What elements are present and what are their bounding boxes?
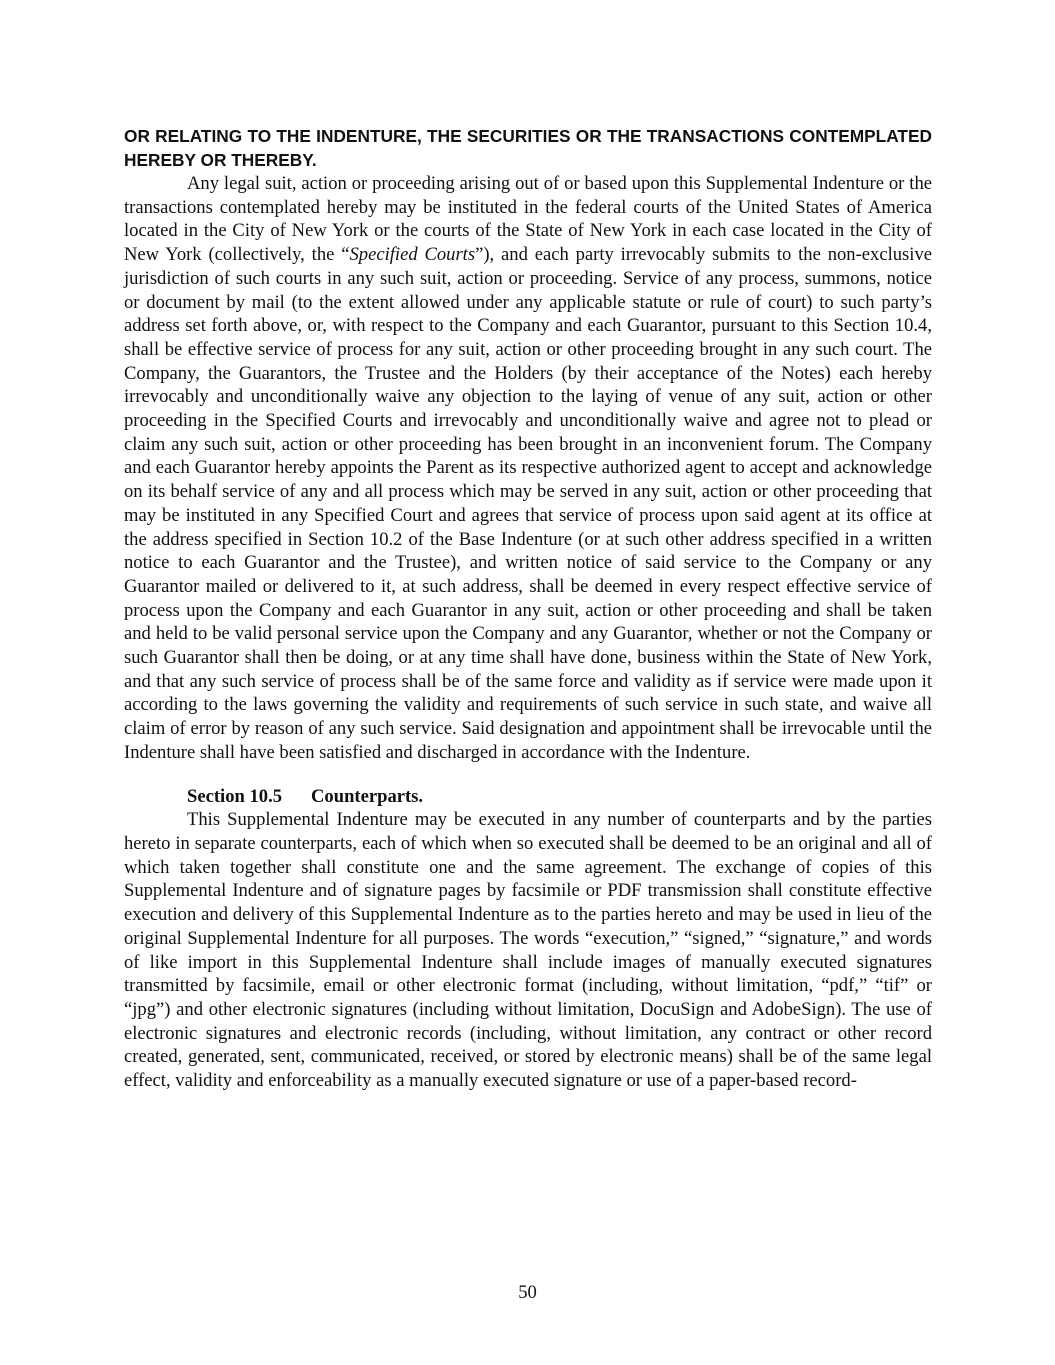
jurisdiction-text-part2: ”), and each party irrevocably submits to the non-exclusive jurisdiction of such courts in any such suit, action or proceeding. Service of any process, summons, notice or document by mail (to the extent allowed under any applicable statute or rule of court) to such party’s address set forth above, or, with respect to the Company and each Guarantor, pursuant to this Section 10.4, shall be effective service of process for any suit, action or other proceeding brought in any such court. The Company, the Guarantors, the Trustee and the Holders (by their acceptance of the Notes) each hereby irrevocably and unconditionally waive any objection to the laying of venue of any suit, action or other proceeding in the Specified Courts and irrevocably and unconditionally waive and agree not to plead or claim any such suit, action or other proceeding has been brought in an inconvenient forum. The Company and each Guarantor hereby appoints the Parent as its respective authorized agent to accept and acknowledge on its behalf service of any and all process which may be served in any suit, action or other proceeding that may be instituted in any Specified Court and agrees that service of process upon said agent at its office at the address specified in Section 10.2 of the Base Indenture (or at such other address specified in a written notice to each Guarantor and the Trustee), and written notice of said service to the Company or any Guarantor mailed or delivered to it, at such address, shall be deemed in every respect effective service of process upon the Company and each Guarantor in any suit, action or other proceeding and shall be taken and held to be valid personal service upon the Company and any Guarantor, whether or not the Company or such Guarantor shall then be doing, or at any time shall have done, business within the State of New York, and that any such service of process shall be of the same force and validity as if service were made upon it according to the laws governing the validity and requirements of such service in such state, and waive all claim of error by reason of any such service. Said designation and appointment shall be irrevocable until the Indenture shall have been satisfied and discharged in accordance with the Indenture. [124,244,932,763]
continued-heading: OR RELATING TO THE INDENTURE, THE SECURITIES OR THE TRANSACTIONS CONTEMPLATED HEREBY OR THEREBY. [124,126,932,170]
counterparts-paragraph: This Supplemental Indenture may be executed in any number of counterparts and by the parties hereto in separate counterparts, each of which when so executed shall be deemed to be an original and all of which taken together shall constitute one and the same agreement. The exchange of copies of this Supplemental Indenture and of signature pages by facsimile or PDF transmission shall constitute effective execution and delivery of this Supplemental Indenture as to the parties hereto and may be used in lieu of the original Supplemental Indenture for all purposes. The words “execution,” “signed,” “signature,” and words of like import in this Supplemental Indenture shall include images of manually executed signatures transmitted by facsimile, email or other electronic format (including, without limitation, “pdf,” “tif” or “jpg”) and other electronic signatures (including without limitation, DocuSign and AdobeSign). The use of electronic signatures and electronic records (including, without limitation, any contract or other record created, generated, sent, communicated, received, or stored by electronic means) shall be of the same legal effect, validity and enforceability as a manually executed signature or use of a paper-based record- [124,809,932,1092]
section-number: Section 10.5 [187,785,283,807]
jurisdiction-text-part1: Any legal suit, action or proceeding arising out of or based upon this Supplemental Indenture or the transactions contemplated hereby may be instituted in the federal courts of the United States of America located in the City of New York or the courts of the State of New York in each case located in the City of New York (collectively, the “ [124,173,932,266]
section-title: Counterparts. [311,785,424,807]
document-page [124,124,932,1093]
jurisdiction-paragraph [124,172,932,765]
section-heading [124,785,932,809]
specified-courts-term: Specified Courts [349,244,476,266]
page-number: 50 [518,1282,537,1303]
